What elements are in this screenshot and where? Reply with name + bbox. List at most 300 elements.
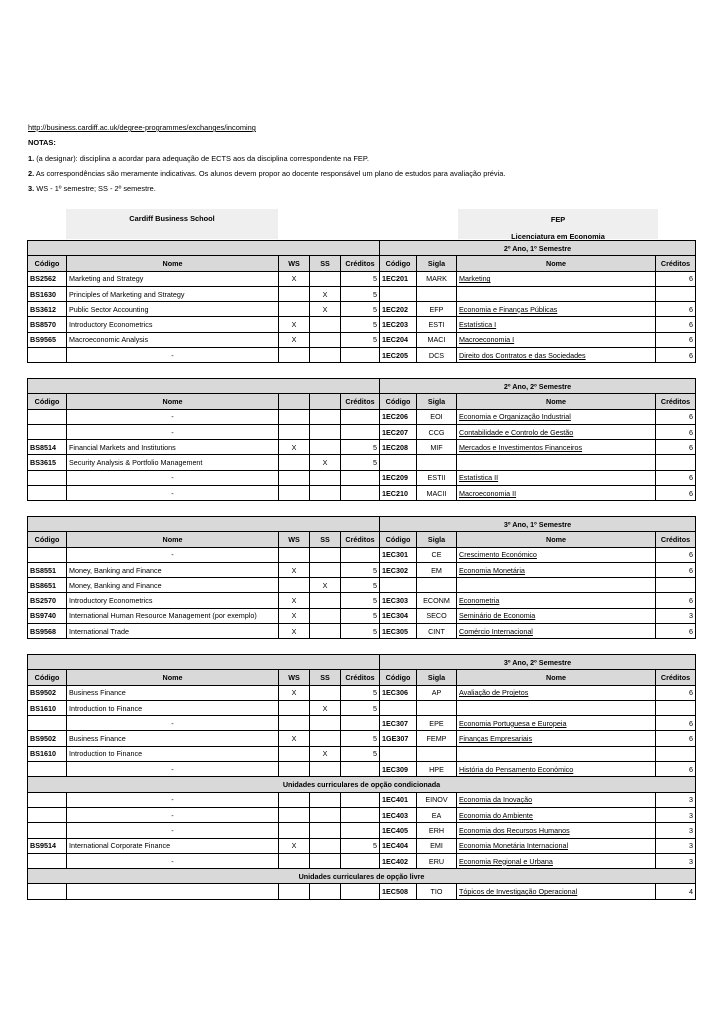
codigo-header: Código — [28, 670, 67, 685]
fep-credits: 3 — [656, 608, 696, 623]
cardiff-code: BS2562 — [28, 271, 67, 286]
ws-mark — [279, 348, 310, 363]
fep-course-name — [457, 286, 656, 301]
cardiff-course-name: International Corporate Finance — [67, 838, 279, 853]
fep-course-name: Marketing — [457, 271, 656, 286]
table-row — [28, 547, 696, 562]
fep-course-name: Economia Monetária Internacional — [457, 838, 656, 853]
cardiff-credits — [341, 762, 380, 777]
cardiff-code: BS3615 — [28, 455, 67, 470]
note-1 — [28, 154, 369, 163]
ws-mark — [279, 424, 310, 439]
fep-course-name: Mercados e Investimentos Financeiros — [457, 440, 656, 455]
cardiff-credits: 5 — [341, 332, 380, 347]
ss-mark — [310, 762, 341, 777]
fep-sigla: ERU — [417, 853, 457, 868]
ws-mark: X — [279, 608, 310, 623]
cardiff-code — [28, 348, 67, 363]
cardiff-course-name: International Human Resource Management (por exemplo) — [67, 608, 279, 623]
ws-mark — [279, 455, 310, 470]
cardiff-code — [28, 823, 67, 838]
cardiff-credits: 5 — [341, 746, 380, 761]
cardiff-code — [28, 884, 67, 899]
fep-code: 1EC401 — [380, 792, 417, 807]
ws-header — [279, 394, 310, 409]
ss-mark — [310, 731, 341, 746]
cardiff-course-name: - — [67, 424, 279, 439]
ws-mark — [279, 807, 310, 822]
fep-codigo-header: Código — [380, 670, 417, 685]
fep-course-name: Econometria — [457, 593, 656, 608]
ss-mark — [310, 440, 341, 455]
ws-mark — [279, 853, 310, 868]
ws-mark — [279, 746, 310, 761]
fep-code: 1EC206 — [380, 409, 417, 424]
cardiff-course-name: Macroeconomic Analysis — [67, 332, 279, 347]
cardiff-credits — [341, 409, 380, 424]
cardiff-credits — [341, 807, 380, 822]
note-number: 2. — [28, 169, 35, 178]
semester-row — [28, 241, 696, 256]
fep-course-name: Economia e Organização Industrial — [457, 409, 656, 424]
fep-course-name: Macroeconomia II — [457, 486, 656, 501]
cardiff-code: BS1610 — [28, 746, 67, 761]
ss-mark — [310, 562, 341, 577]
cardiff-code: BS9502 — [28, 731, 67, 746]
column-header-row — [28, 394, 696, 409]
ss-mark — [310, 409, 341, 424]
cardiff-course-name: - — [67, 470, 279, 485]
table-row — [28, 807, 696, 822]
fep-course-name: Crescimento Económico — [457, 547, 656, 562]
cardiff-code: BS9565 — [28, 332, 67, 347]
fep-credits — [656, 746, 696, 761]
column-header-row — [28, 532, 696, 547]
fep-sigla: ESTI — [417, 317, 457, 332]
fep-sigla: TIO — [417, 884, 457, 899]
fep-nome-header: Nome — [457, 394, 656, 409]
ss-mark: X — [310, 286, 341, 301]
fep-code: 1EC405 — [380, 823, 417, 838]
cardiff-course-name — [67, 884, 279, 899]
semester-blank-cell — [28, 517, 380, 532]
codigo-header: Código — [28, 532, 67, 547]
fep-code: 1EC210 — [380, 486, 417, 501]
fep-course-name — [457, 700, 656, 715]
fep-credits: 3 — [656, 823, 696, 838]
sigla-header: Sigla — [417, 256, 457, 271]
fep-codigo-header: Código — [380, 532, 417, 547]
cardiff-credits: 5 — [341, 578, 380, 593]
ss-mark — [310, 716, 341, 731]
cardiff-course-name: - — [67, 486, 279, 501]
semester-row — [28, 379, 696, 394]
cardiff-credits: 5 — [341, 562, 380, 577]
creditos-header: Créditos — [341, 256, 380, 271]
cardiff-credits — [341, 792, 380, 807]
cardiff-credits — [341, 823, 380, 838]
note-text: As correspondências são meramente indicativas. Os alunos devem propor ao docente responsável um plano de estudos para avaliação prévia. — [34, 169, 506, 178]
fep-course-name: Direito dos Contratos e das Sociedades — [457, 348, 656, 363]
ws-mark — [279, 486, 310, 501]
section-title: Unidades curriculares de opção condicionada — [28, 777, 696, 792]
cardiff-course-name: Business Finance — [67, 731, 279, 746]
table-row — [28, 608, 696, 623]
sigla-header: Sigla — [417, 532, 457, 547]
fep-credits: 3 — [656, 792, 696, 807]
ss-mark: X — [310, 302, 341, 317]
ws-mark — [279, 302, 310, 317]
cardiff-code: BS8514 — [28, 440, 67, 455]
semester-blank-cell — [28, 379, 380, 394]
ss-mark — [310, 685, 341, 700]
fep-nome-header: Nome — [457, 256, 656, 271]
cardiff-course-name: Introductory Econometrics — [67, 317, 279, 332]
cardiff-credits — [341, 884, 380, 899]
ws-mark — [279, 884, 310, 899]
ss-mark — [310, 332, 341, 347]
cardiff-code — [28, 547, 67, 562]
cardiff-course-name: Introductory Econometrics — [67, 593, 279, 608]
ss-mark — [310, 823, 341, 838]
cardiff-credits — [341, 470, 380, 485]
sigla-header: Sigla — [417, 394, 457, 409]
ws-mark — [279, 286, 310, 301]
fep-course-name — [457, 746, 656, 761]
fep-sigla: EINOV — [417, 792, 457, 807]
ws-mark: X — [279, 271, 310, 286]
fep-header — [458, 209, 658, 239]
table-row — [28, 271, 696, 286]
cardiff-credits — [341, 486, 380, 501]
ss-mark — [310, 271, 341, 286]
table-row — [28, 578, 696, 593]
cardiff-code — [28, 716, 67, 731]
nome-header: Nome — [67, 394, 279, 409]
cardiff-course-name: - — [67, 792, 279, 807]
ws-mark: X — [279, 731, 310, 746]
cardiff-code: BS1610 — [28, 700, 67, 715]
cardiff-course-name: Money, Banking and Finance — [67, 562, 279, 577]
cardiff-course-name: Money, Banking and Finance — [67, 578, 279, 593]
fep-course-name: Economia Monetária — [457, 562, 656, 577]
table-row — [28, 286, 696, 301]
ss-mark — [310, 608, 341, 623]
fep-credits: 3 — [656, 807, 696, 822]
cardiff-course-name: Public Sector Accounting — [67, 302, 279, 317]
ws-mark — [279, 578, 310, 593]
table-row — [28, 838, 696, 853]
fep-course-name — [457, 455, 656, 470]
section-row — [28, 777, 696, 792]
ss-mark — [310, 424, 341, 439]
note-text: (a designar): disciplina a acordar para adequação de ECTS aos da disciplina correspondente na FEP. — [34, 154, 369, 163]
fep-sigla: CCG — [417, 424, 457, 439]
fep-credits: 6 — [656, 624, 696, 639]
ss-mark: X — [310, 455, 341, 470]
cardiff-code: BS1630 — [28, 286, 67, 301]
fep-course-name — [457, 578, 656, 593]
fep-sigla: HPE — [417, 762, 457, 777]
fep-course-name: Macroeconomia I — [457, 332, 656, 347]
fep-nome-header: Nome — [457, 532, 656, 547]
fep-code: 1EC203 — [380, 317, 417, 332]
fep-credits: 6 — [656, 470, 696, 485]
ss-mark: X — [310, 746, 341, 761]
fep-codigo-header: Código — [380, 394, 417, 409]
ws-mark — [279, 409, 310, 424]
table-row — [28, 746, 696, 761]
cardiff-code: BS3612 — [28, 302, 67, 317]
fep-code: 1EC306 — [380, 685, 417, 700]
fep-degree-label: Licenciatura em Economia — [511, 232, 605, 241]
cardiff-code: BS9502 — [28, 685, 67, 700]
table-row — [28, 700, 696, 715]
fep-credits: 6 — [656, 440, 696, 455]
fep-code: 1EC209 — [380, 470, 417, 485]
fep-course-name: Economia do Ambiente — [457, 807, 656, 822]
codigo-header: Código — [28, 256, 67, 271]
equivalence-table — [27, 378, 696, 501]
fep-credits: 6 — [656, 348, 696, 363]
cardiff-course-name: Marketing and Strategy — [67, 271, 279, 286]
fep-course-name: Finanças Empresariais — [457, 731, 656, 746]
cardiff-credits: 5 — [341, 302, 380, 317]
fep-credits — [656, 700, 696, 715]
table-row — [28, 823, 696, 838]
fep-sigla — [417, 578, 457, 593]
ss-mark — [310, 317, 341, 332]
fep-sigla — [417, 700, 457, 715]
fep-code: 1EC202 — [380, 302, 417, 317]
fep-creditos-header: Créditos — [656, 532, 696, 547]
column-header-row — [28, 256, 696, 271]
ws-header: WS — [279, 532, 310, 547]
ss-mark — [310, 792, 341, 807]
fep-code: 1EC301 — [380, 547, 417, 562]
fep-course-name: Contabilidade e Controlo de Gestão — [457, 424, 656, 439]
fep-sigla: MACII — [417, 486, 457, 501]
note-3 — [28, 184, 156, 193]
fep-sigla: SECO — [417, 608, 457, 623]
ws-mark — [279, 762, 310, 777]
semester-row — [28, 517, 696, 532]
ss-mark: X — [310, 700, 341, 715]
table-row — [28, 716, 696, 731]
semester-blank-cell — [28, 655, 380, 670]
cardiff-code: BS8551 — [28, 562, 67, 577]
fep-code: 1EC402 — [380, 853, 417, 868]
cardiff-course-name: Business Finance — [67, 685, 279, 700]
cardiff-course-name: - — [67, 348, 279, 363]
equivalence-table — [27, 654, 696, 900]
sigla-header: Sigla — [417, 670, 457, 685]
table-row — [28, 853, 696, 868]
fep-sigla: EM — [417, 562, 457, 577]
fep-code: 1GE307 — [380, 731, 417, 746]
cardiff-course-name: - — [67, 547, 279, 562]
table-row — [28, 317, 696, 332]
fep-credits: 3 — [656, 838, 696, 853]
nome-header: Nome — [67, 670, 279, 685]
fep-sigla — [417, 286, 457, 301]
fep-credits: 6 — [656, 593, 696, 608]
fep-header-label: FEP — [550, 215, 566, 224]
semester-title: 3º Ano, 2º Semestre — [380, 655, 696, 670]
cardiff-course-name: International Trade — [67, 624, 279, 639]
cardiff-code: BS8570 — [28, 317, 67, 332]
table-row — [28, 685, 696, 700]
ss-mark — [310, 593, 341, 608]
cardiff-course-name: - — [67, 823, 279, 838]
fep-sigla: MIF — [417, 440, 457, 455]
cardiff-credits: 5 — [341, 317, 380, 332]
ws-mark — [279, 547, 310, 562]
fep-code — [380, 746, 417, 761]
fep-creditos-header: Créditos — [656, 256, 696, 271]
fep-credits: 6 — [656, 731, 696, 746]
cardiff-credits: 5 — [341, 455, 380, 470]
semester-row — [28, 655, 696, 670]
cardiff-course-name: Introduction to Finance — [67, 700, 279, 715]
fep-sigla — [417, 455, 457, 470]
table-row — [28, 486, 696, 501]
fep-credits: 6 — [656, 486, 696, 501]
cardiff-course-name: - — [67, 807, 279, 822]
ws-mark: X — [279, 317, 310, 332]
table-row — [28, 332, 696, 347]
section-row — [28, 869, 696, 884]
ws-mark: X — [279, 440, 310, 455]
cardiff-credits — [341, 424, 380, 439]
cardiff-code: BS9740 — [28, 608, 67, 623]
ws-mark: X — [279, 624, 310, 639]
fep-credits: 3 — [656, 853, 696, 868]
cardiff-credits: 5 — [341, 700, 380, 715]
codigo-header: Código — [28, 394, 67, 409]
table-row — [28, 455, 696, 470]
semester-title: 3º Ano, 1º Semestre — [380, 517, 696, 532]
fep-course-name: Estatística II — [457, 470, 656, 485]
note-2 — [28, 169, 505, 178]
fep-course-name: Seminário de Economia — [457, 608, 656, 623]
cardiff-code — [28, 424, 67, 439]
fep-code: 1EC508 — [380, 884, 417, 899]
fep-credits — [656, 286, 696, 301]
ss-mark — [310, 807, 341, 822]
cardiff-credits: 5 — [341, 608, 380, 623]
fep-credits — [656, 578, 696, 593]
ss-mark: X — [310, 578, 341, 593]
cardiff-code: BS8651 — [28, 578, 67, 593]
ss-mark — [310, 853, 341, 868]
cardiff-credits — [341, 348, 380, 363]
table-row — [28, 884, 696, 899]
semester-title: 2º Ano, 1º Semestre — [380, 241, 696, 256]
cardiff-credits: 5 — [341, 440, 380, 455]
fep-sigla: EA — [417, 807, 457, 822]
fep-code: 1EC204 — [380, 332, 417, 347]
table-row — [28, 762, 696, 777]
ws-mark — [279, 700, 310, 715]
note-number: 1. — [28, 154, 35, 163]
ss-mark — [310, 470, 341, 485]
cardiff-code: BS9514 — [28, 838, 67, 853]
cardiff-credits: 5 — [341, 685, 380, 700]
fep-course-name: Economia Portuguesa e Europeia — [457, 716, 656, 731]
cardiff-credits — [341, 853, 380, 868]
ss-header: SS — [310, 532, 341, 547]
cardiff-code — [28, 792, 67, 807]
table-row — [28, 424, 696, 439]
fep-sigla: CE — [417, 547, 457, 562]
table-row — [28, 302, 696, 317]
ss-mark — [310, 838, 341, 853]
ws-mark — [279, 716, 310, 731]
ss-header: SS — [310, 670, 341, 685]
cardiff-course-name: - — [67, 853, 279, 868]
ws-header: WS — [279, 256, 310, 271]
notes-title: NOTAS: — [28, 138, 56, 147]
fep-sigla: EOI — [417, 409, 457, 424]
fep-credits: 6 — [656, 424, 696, 439]
cardiff-credits: 5 — [341, 271, 380, 286]
fep-credits: 6 — [656, 716, 696, 731]
cardiff-code: BS9568 — [28, 624, 67, 639]
table-row — [28, 440, 696, 455]
cardiff-code — [28, 486, 67, 501]
fep-sigla: MARK — [417, 271, 457, 286]
fep-code — [380, 700, 417, 715]
cardiff-credits: 5 — [341, 593, 380, 608]
ws-mark: X — [279, 685, 310, 700]
cardiff-course-name: - — [67, 762, 279, 777]
cardiff-header-label: Cardiff Business School — [129, 214, 215, 223]
fep-sigla: AP — [417, 685, 457, 700]
fep-code: 1EC304 — [380, 608, 417, 623]
fep-sigla: ERH — [417, 823, 457, 838]
creditos-header: Créditos — [341, 670, 380, 685]
fep-creditos-header: Créditos — [656, 670, 696, 685]
table-row — [28, 348, 696, 363]
fep-code: 1EC403 — [380, 807, 417, 822]
fep-nome-header: Nome — [457, 670, 656, 685]
fep-sigla: ESTII — [417, 470, 457, 485]
note-text: WS - 1º semestre; SS - 2º semestre. — [34, 184, 156, 193]
fep-credits: 6 — [656, 547, 696, 562]
cardiff-code — [28, 853, 67, 868]
ws-mark — [279, 823, 310, 838]
table-row — [28, 562, 696, 577]
note-number: 3. — [28, 184, 35, 193]
fep-course-name: Tópicos de Investigação Operacional — [457, 884, 656, 899]
fep-sigla: EMI — [417, 838, 457, 853]
fep-code — [380, 286, 417, 301]
ws-mark — [279, 792, 310, 807]
ss-header: SS — [310, 256, 341, 271]
fep-sigla: FEMP — [417, 731, 457, 746]
fep-credits: 6 — [656, 271, 696, 286]
fep-code: 1EC205 — [380, 348, 417, 363]
section-title: Unidades curriculares de opção livre — [28, 869, 696, 884]
cardiff-credits: 5 — [341, 731, 380, 746]
fep-code: 1EC307 — [380, 716, 417, 731]
equivalence-table — [27, 516, 696, 639]
exchange-link[interactable]: http://business.cardiff.ac.uk/degree-programmes/exchanges/incoming — [28, 123, 256, 132]
cardiff-code: BS2570 — [28, 593, 67, 608]
semester-title: 2º Ano, 2º Semestre — [380, 379, 696, 394]
fep-credits: 4 — [656, 884, 696, 899]
